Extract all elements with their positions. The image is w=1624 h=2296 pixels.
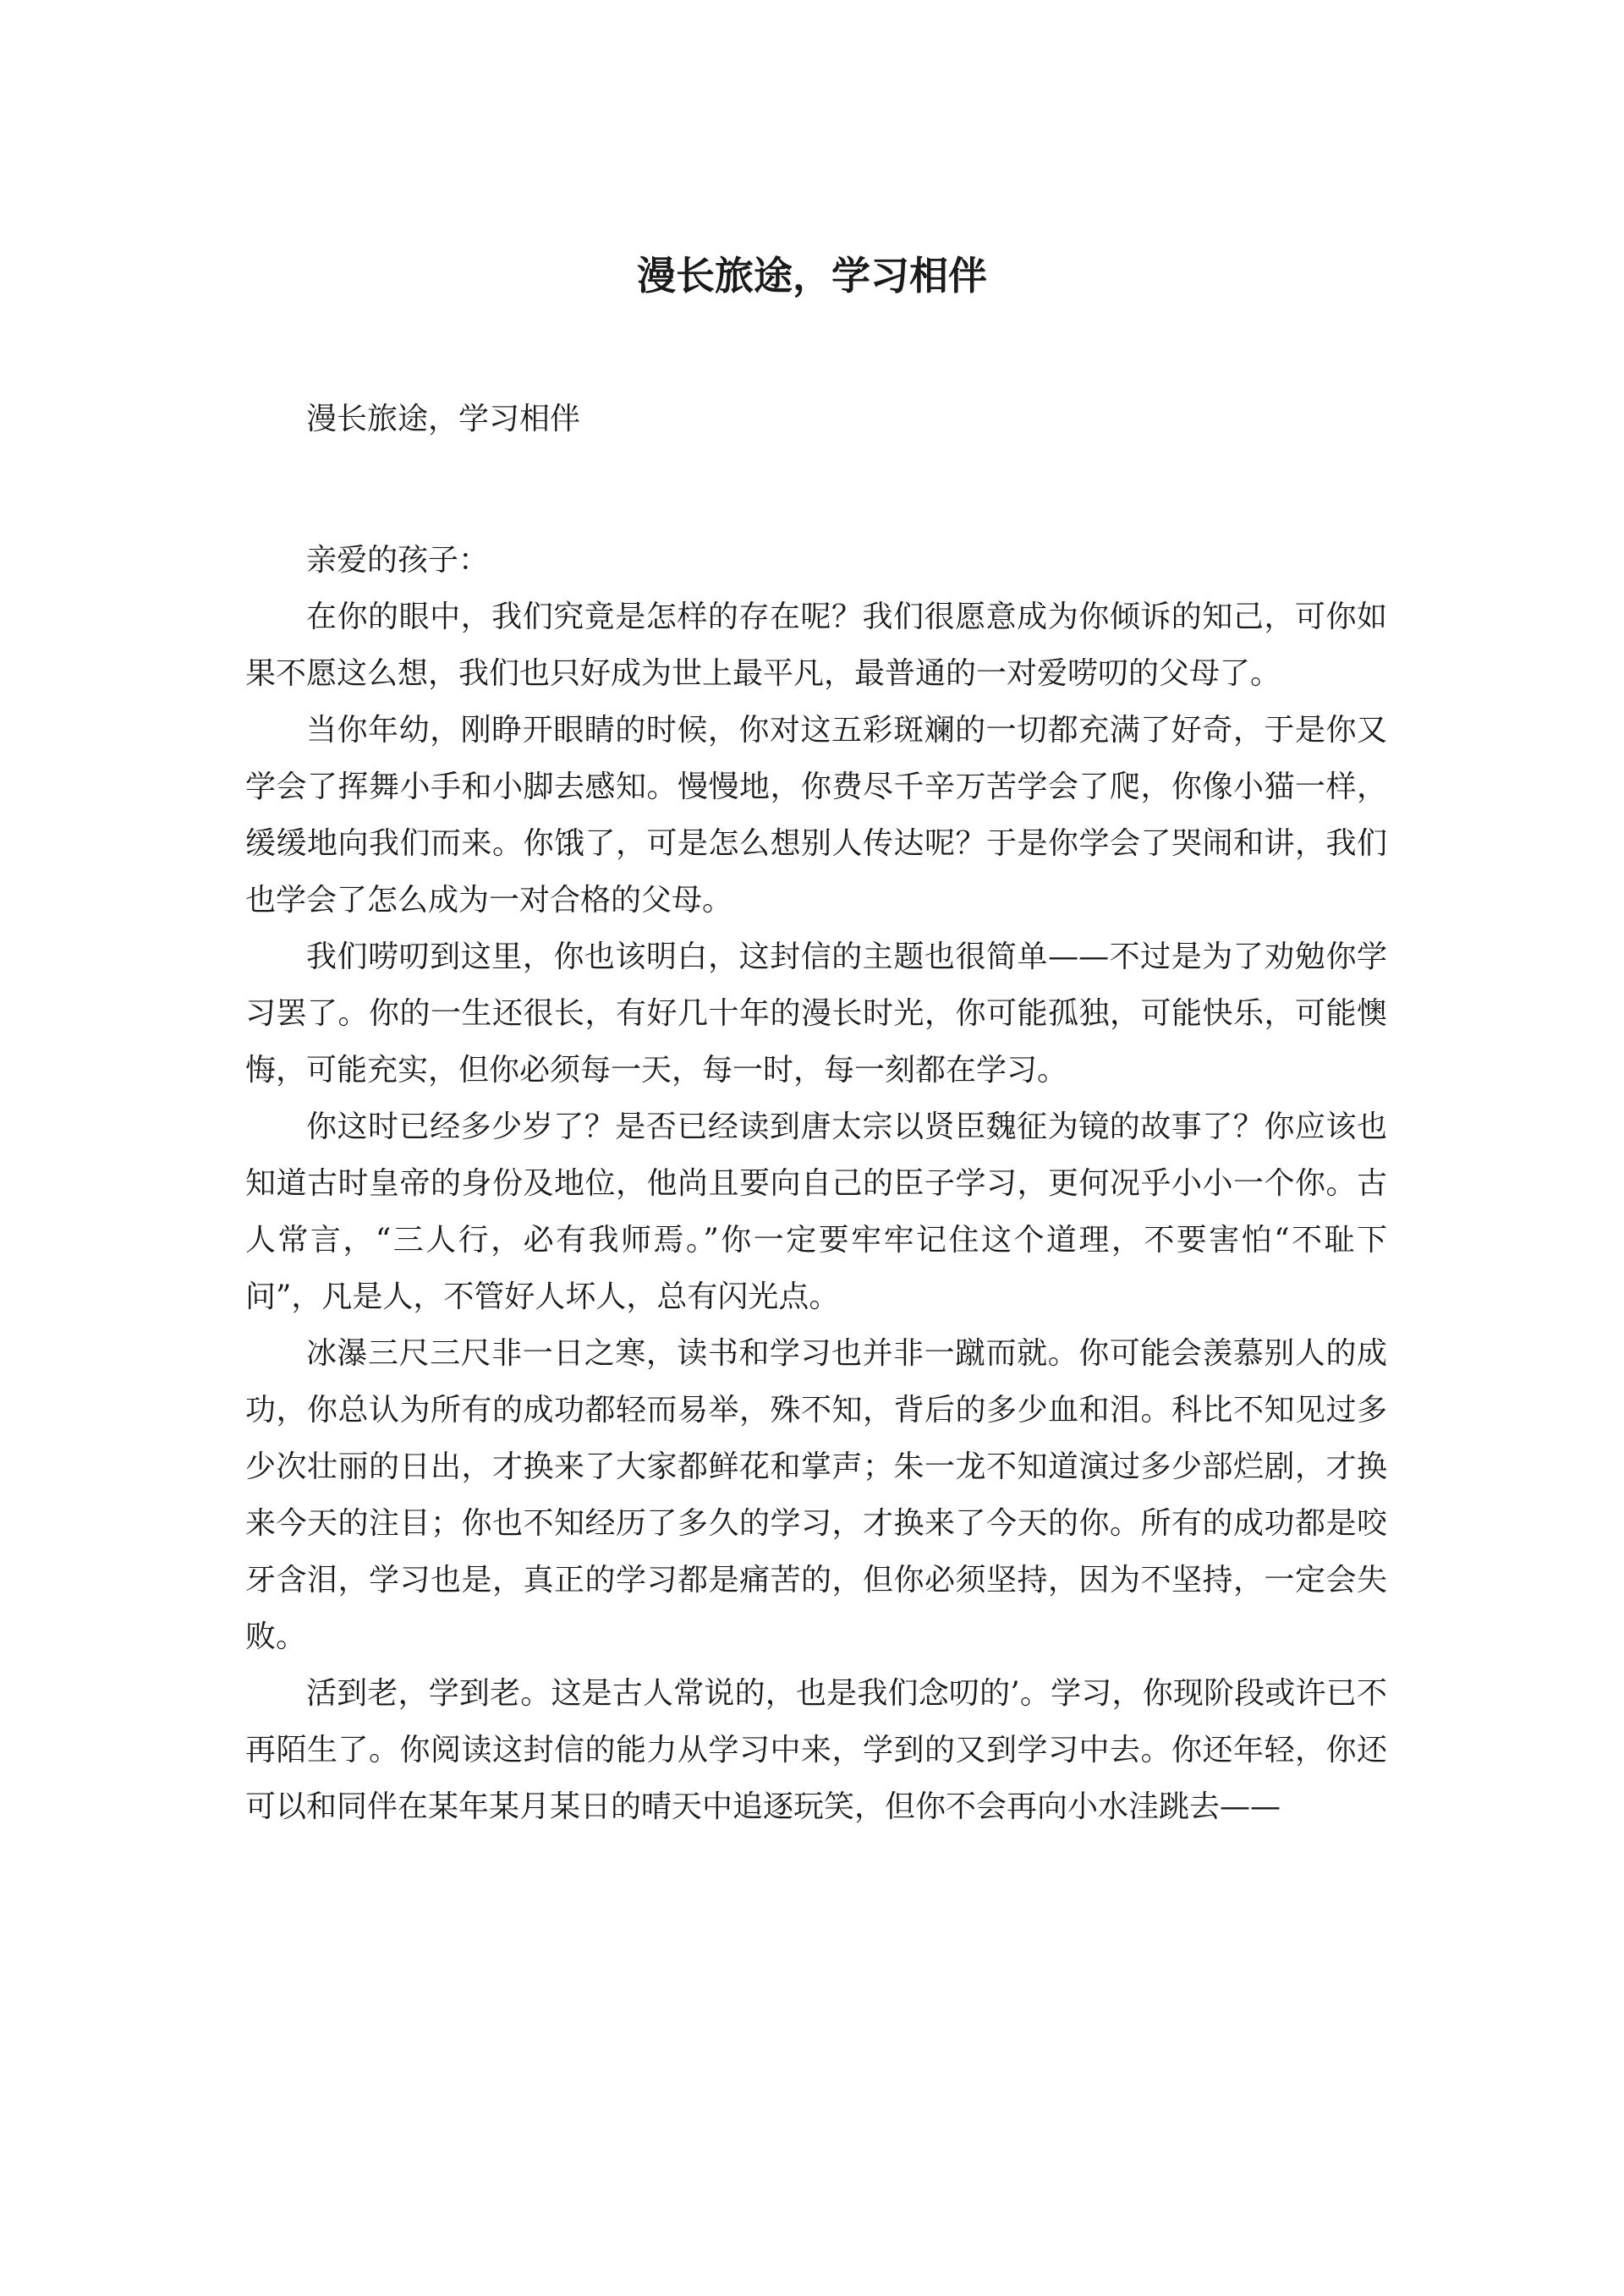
- document-title: 漫长旅途，学习相伴: [637, 253, 987, 299]
- subtitle-line: 漫长旅途，学习相伴: [306, 402, 581, 436]
- body-paragraph: 活到老，学到老。这是古人常说的，也是我们念叨的’。学习，你现阶段或许已不再陌生了。你阅读这封信的能力从学习中来，学到的又到学习中去。你还年轻，你还可以和同伴在某年某月某日的晴天中追逐玩笑，但你不会再向小水洼跳去——: [245, 1676, 1387, 1824]
- letter-greeting: 亲爱的孩子：: [306, 543, 490, 578]
- body-paragraph: 我们唠叨到这里，你也该明白，这封信的主题也很简单——不过是为了劝勉你学习罢了。你的一生还很长，有好几十年的漫长时光，你可能孤独，可能快乐，可能懊悔，可能充实，但你必须每一天，每一时，每一刻都在学习。: [245, 940, 1387, 1088]
- body-paragraph: 你这时已经多少岁了？是否已经读到唐太宗以贤臣魏征为镜的故事了？你应该也知道古时皇帝的身份及地位，他尚且要向自己的臣子学习，更何况乎小小一个你。古人常言，“三人行，必有我师焉。”你一定要牢牢记住这个道理，不要害怕“不耻下问”，凡是人，不管好人坏人，总有闪光点。: [245, 1110, 1387, 1314]
- document-body: [245, 391, 1387, 1835]
- body-paragraph: 冰瀑三尺三尺非一日之寒，读书和学习也并非一蹴而就。你可能会羡慕别人的成功，你总认为所有的成功都轻而易举，殊不知，背后的多少血和泪。科比不知见过多少次壮丽的日出，才换来了大家都鲜花和掌声；朱一龙不知道演过多少部烂剧，才换来今天的注目；你也不知经历了多久的学习，才换来了今天的你。所有的成功都是咬牙含泪，学习也是，真正的学习都是痛苦的，但你必须坚持，因为不坚持，一定会失败。: [245, 1336, 1387, 1654]
- body-paragraph: 当你年幼，刚睁开眼睛的时候，你对这五彩斑斓的一切都充满了好奇，于是你又学会了挥舞小手和小脚去感知。慢慢地，你费尽千辛万苦学会了爬，你像小猫一样，缓缓地向我们而来。你饿了，可是怎么想别人传达呢？于是你学会了哭闹和讲，我们也学会了怎么成为一对合格的父母。: [245, 713, 1387, 918]
- body-paragraph: 在你的眼中，我们究竟是怎样的存在呢？我们很愿意成为你倾诉的知己，可你如果不愿这么想，我们也只好成为世上最平凡，最普通的一对爱唠叨的父母了。: [245, 600, 1387, 691]
